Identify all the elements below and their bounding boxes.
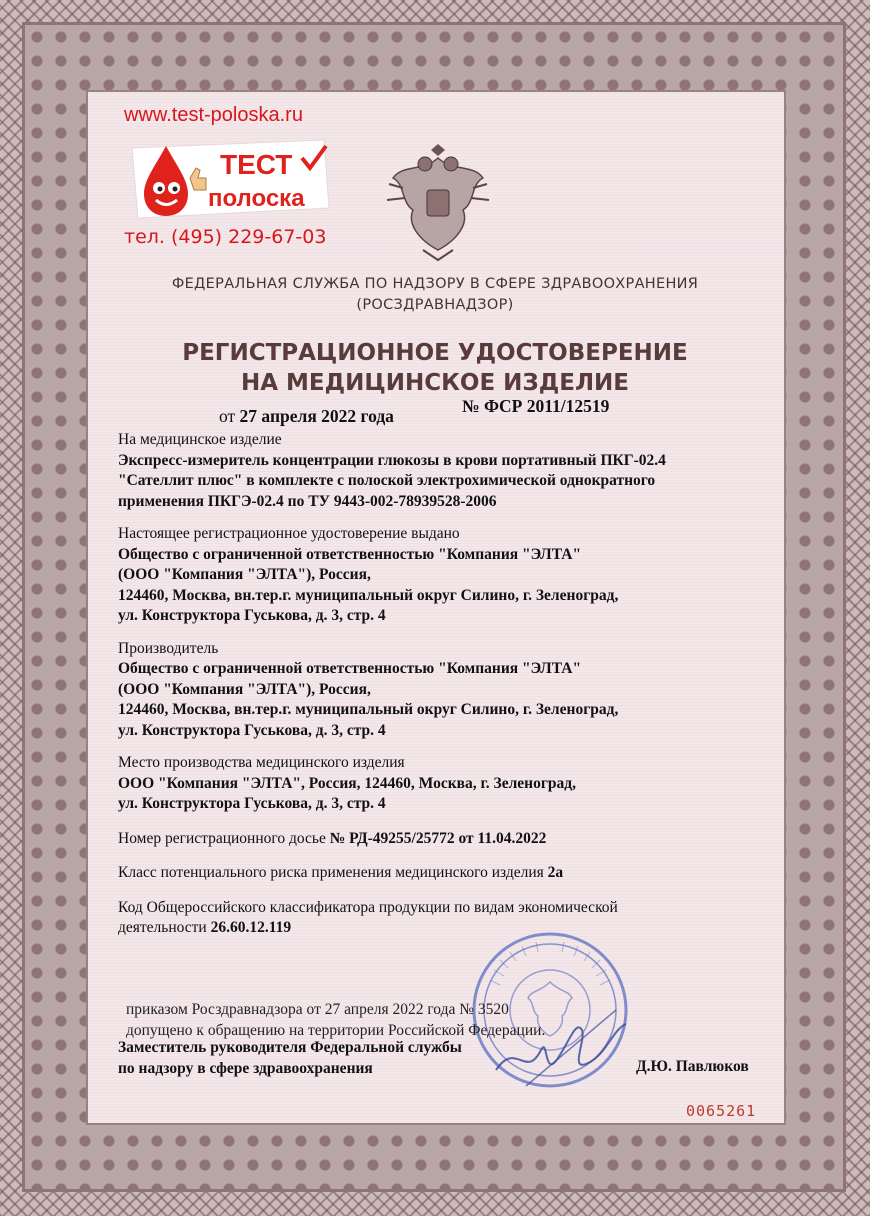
order-text bbox=[126, 1000, 545, 1041]
manufacturer-section bbox=[118, 639, 768, 742]
document-title bbox=[100, 338, 770, 398]
okpd-value: 26.60.12.119 bbox=[210, 919, 292, 936]
risk-class-label: Класс потенциального риска применения медицинского изделия bbox=[118, 864, 544, 881]
dossier-row bbox=[118, 829, 768, 850]
device-line2: "Сателлит плюс" в комплекте с полоской электрохимической однократного bbox=[118, 472, 656, 489]
manufacturer-line4: ул. Конструктора Гуськова, д. 3, стр. 4 bbox=[118, 721, 386, 739]
agency-name bbox=[100, 274, 770, 316]
agency-line1: ФЕДЕРАЛЬНАЯ СЛУЖБА ПО НАДЗОРУ В СФЕРЕ ЗДРАВООХРАНЕНИЯ bbox=[171, 276, 699, 292]
order-line2: допущено к обращению на территории Российской Федерации. bbox=[126, 1021, 546, 1039]
risk-class-value: 2а bbox=[547, 864, 564, 881]
manufacturer-line3: 124460, Москва, вн.тер.г. муниципальный округ Силино, г. Зеленоград, bbox=[118, 701, 619, 718]
position-line1: Заместитель руководителя Федеральной службы bbox=[118, 1039, 462, 1056]
signatory-position bbox=[118, 1038, 462, 1079]
issued-to-label: Настоящее регистрационное удостоверение выдано bbox=[118, 525, 460, 542]
issue-date bbox=[219, 406, 394, 427]
device-line3: применения ПКГЭ-02.4 по ТУ 9443-002-78939528-2006 bbox=[118, 492, 497, 510]
title-line1: РЕГИСТРАЦИОННОЕ УДОСТОВЕРЕНИЕ bbox=[182, 340, 688, 366]
production-site-line2: ул. Конструктора Гуськова, д. 3, стр. 4 bbox=[118, 795, 386, 812]
manufacturer-label: Производитель bbox=[118, 639, 219, 657]
okpd-label-line1: Код Общероссийского классификатора продукции по видам экономической bbox=[118, 898, 618, 916]
device-label: На медицинское изделие bbox=[118, 431, 282, 448]
agency-line2: (РОСЗДРАВНАДЗОР) bbox=[356, 297, 514, 313]
production-site-label: Место производства медицинского изделия bbox=[118, 754, 405, 771]
serial-number: 0065261 bbox=[686, 1102, 757, 1120]
issued-to-line1: Общество с ограниченной ответственностью "Компания "ЭЛТА" bbox=[118, 545, 582, 563]
certificate-number: № ФСР 2011/12519 bbox=[462, 396, 610, 416]
certificate-body bbox=[118, 430, 768, 939]
okpd-label-line2: деятельности bbox=[118, 919, 207, 936]
device-section bbox=[118, 430, 768, 512]
signatory-name: Д.Ю. Павлюков bbox=[636, 1058, 749, 1075]
date-value: 27 апреля 2022 года bbox=[239, 406, 394, 426]
issued-to-line3: 124460, Москва, вн.тер.г. муниципальный округ Силино, г. Зеленоград, bbox=[118, 586, 619, 604]
risk-class-row bbox=[118, 863, 768, 884]
issued-to-line4: ул. Конструктора Гуськова, д. 3, стр. 4 bbox=[118, 607, 386, 624]
manufacturer-line2: (ООО "Компания "ЭЛТА"), Россия, bbox=[118, 680, 371, 698]
issued-to-section bbox=[118, 524, 768, 627]
promo-brand-line2: полоска bbox=[208, 185, 305, 212]
order-line1: приказом Росздравнадзора от 27 апреля 2022 года № 3520 bbox=[126, 1001, 509, 1018]
promo-logo bbox=[124, 138, 332, 220]
promo-url[interactable]: www.test-poloska.ru bbox=[124, 104, 303, 126]
dossier-label: Номер регистрационного досье bbox=[118, 829, 326, 847]
promo-brand-line1: ТЕСТ bbox=[220, 149, 293, 180]
title-line2: НА МЕДИЦИНСКОЕ ИЗДЕЛИЕ bbox=[240, 370, 630, 396]
promo-phone[interactable]: тел. (495) 229-67-03 bbox=[124, 226, 327, 248]
manufacturer-line1: Общество с ограниченной ответственностью "Компания "ЭЛТА" bbox=[118, 660, 582, 677]
date-label: от bbox=[219, 406, 236, 426]
okpd-row bbox=[118, 898, 768, 939]
production-site-section bbox=[118, 753, 768, 815]
production-site-line1: ООО "Компания "ЭЛТА", Россия, 124460, Москва, г. Зеленоград, bbox=[118, 774, 576, 792]
device-line1: Экспресс-измеритель концентрации глюкозы в крови портативный ПКГ-02.4 bbox=[118, 451, 666, 469]
position-line2: по надзору в сфере здравоохранения bbox=[118, 1059, 373, 1077]
issued-to-line2: (ООО "Компания "ЭЛТА"), Россия, bbox=[118, 566, 371, 583]
dossier-value: № РД-49255/25772 от 11.04.2022 bbox=[329, 829, 547, 847]
coat-of-arms-icon bbox=[383, 144, 493, 262]
